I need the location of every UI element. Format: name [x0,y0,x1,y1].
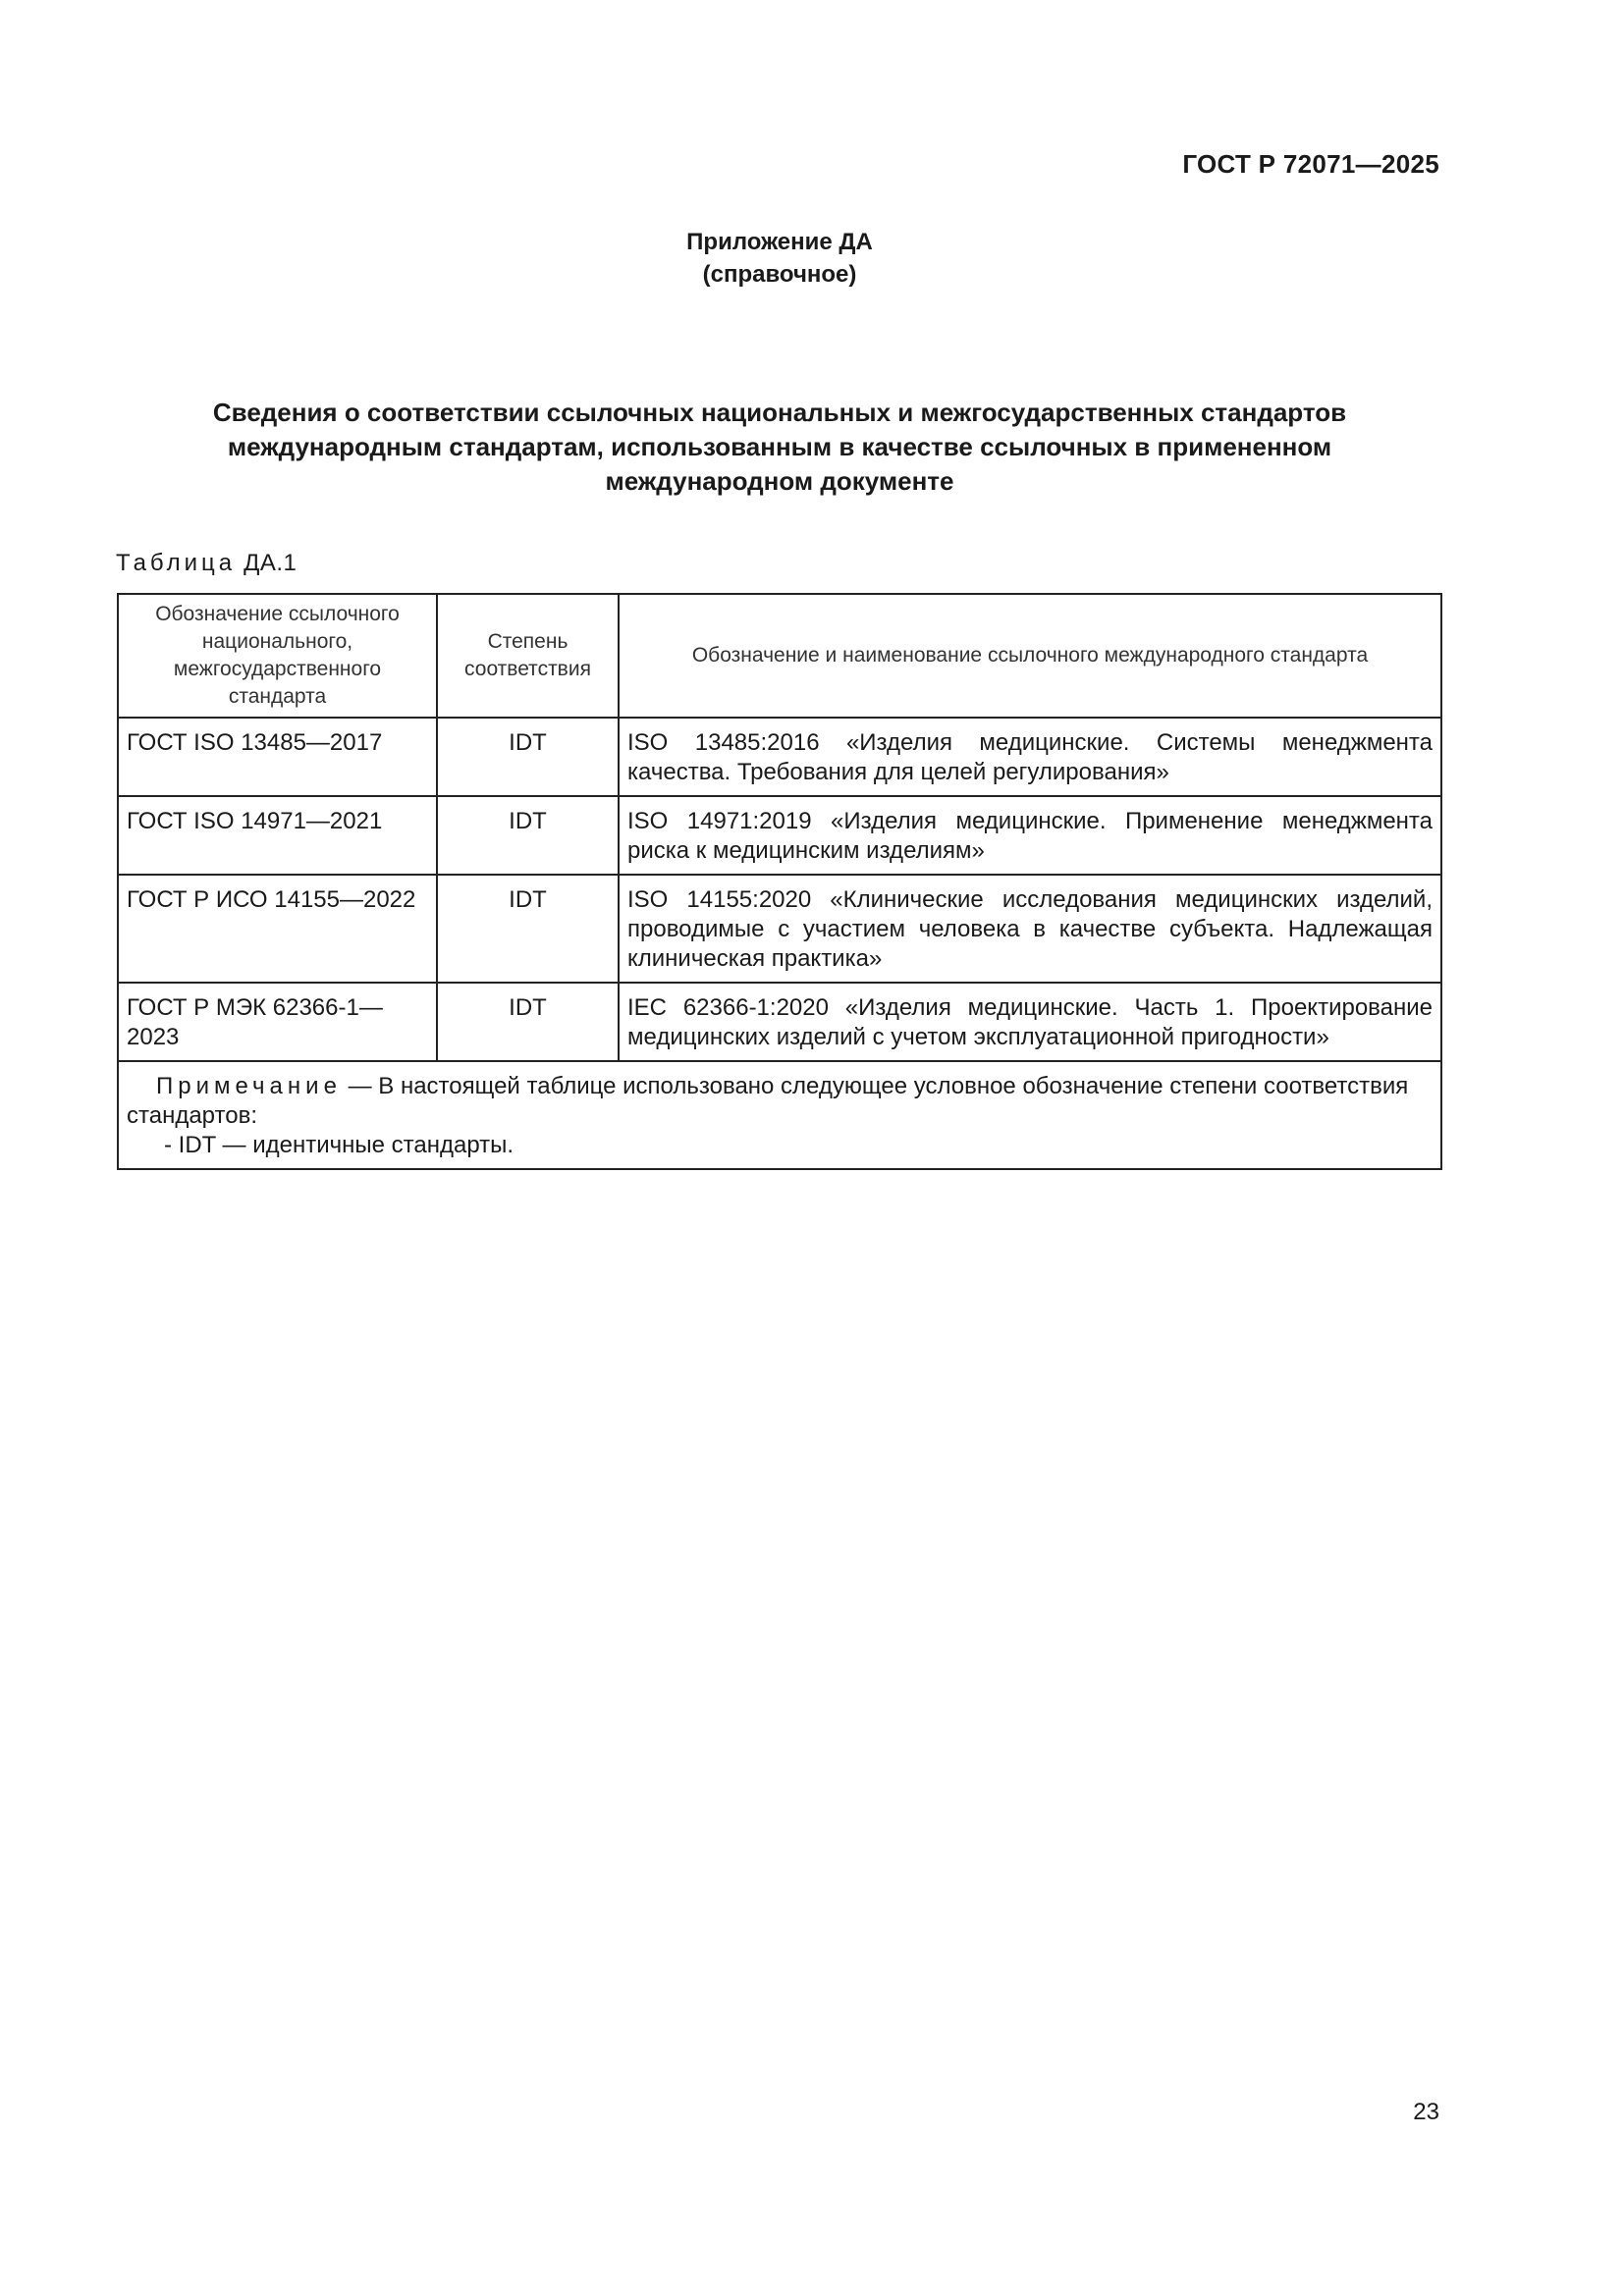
table-note [118,1061,1441,1169]
table-caption [116,550,297,577]
table-row [118,875,1441,983]
table-note-row [118,1061,1441,1169]
appendix-type: (справочное) [702,261,857,288]
table-row [118,983,1441,1061]
national-standard-cell: ГОСТ ISO 14971—2021 [118,796,437,875]
table-row [118,796,1441,875]
standards-correspondence-table [117,593,1442,1170]
note-label: Примечание [156,1073,342,1099]
note-item: - IDT — идентичные стандарты. [164,1132,514,1158]
table-caption-label: Таблица [116,550,237,576]
international-standard-cell: ISO 14971:2019 «Изделия медицинские. Применение менеджмента риска к медицинским изделиям» [619,796,1441,875]
heading-line-2: международным стандартам, использованным в качестве ссылочных в примененном [227,432,1332,461]
page-number: 23 [1413,2099,1439,2125]
section-heading [147,396,1412,499]
degree-cell: IDT [437,718,619,796]
national-standard-cell: ГОСТ Р МЭК 62366-1—2023 [118,983,437,1061]
appendix-title-block [0,226,1559,291]
international-standard-cell: ISO 14155:2020 «Клинические исследования медицинских изделий, проводимые с участием человека в качестве субъекта. Надлежащая клиническая практика» [619,875,1441,983]
national-standard-cell: ГОСТ ISO 13485—2017 [118,718,437,796]
international-standard-cell: IEC 62366-1:2020 «Изделия медицинские. Часть 1. Проектирование медицинских изделий с учетом эксплуатационной пригодности» [619,983,1441,1061]
table-header-row [118,594,1441,718]
table-caption-number: ДА.1 [244,550,298,576]
table-row [118,718,1441,796]
appendix-title: Приложение ДА [686,229,873,255]
heading-line-3: международном документе [605,466,954,496]
note-text: — В настоящей таблице использовано следующее условное обозначение степени соответствия стандартов: [127,1073,1409,1129]
heading-line-1: Сведения о соответствии ссылочных национальных и межгосударственных стандартов [212,398,1347,427]
column-header-degree: Степень соответствия [437,594,619,718]
column-header-national: Обозначение ссылочного национального, межгосударственного стандарта [118,594,437,718]
international-standard-cell: ISO 13485:2016 «Изделия медицинские. Системы менеджмента качества. Требования для целей регулирования» [619,718,1441,796]
degree-cell: IDT [437,875,619,983]
column-header-international: Обозначение и наименование ссылочного международного стандарта [619,594,1441,718]
degree-cell: IDT [437,983,619,1061]
degree-cell: IDT [437,796,619,875]
document-designation: ГОСТ Р 72071—2025 [1182,149,1439,179]
national-standard-cell: ГОСТ Р ИСО 14155—2022 [118,875,437,983]
